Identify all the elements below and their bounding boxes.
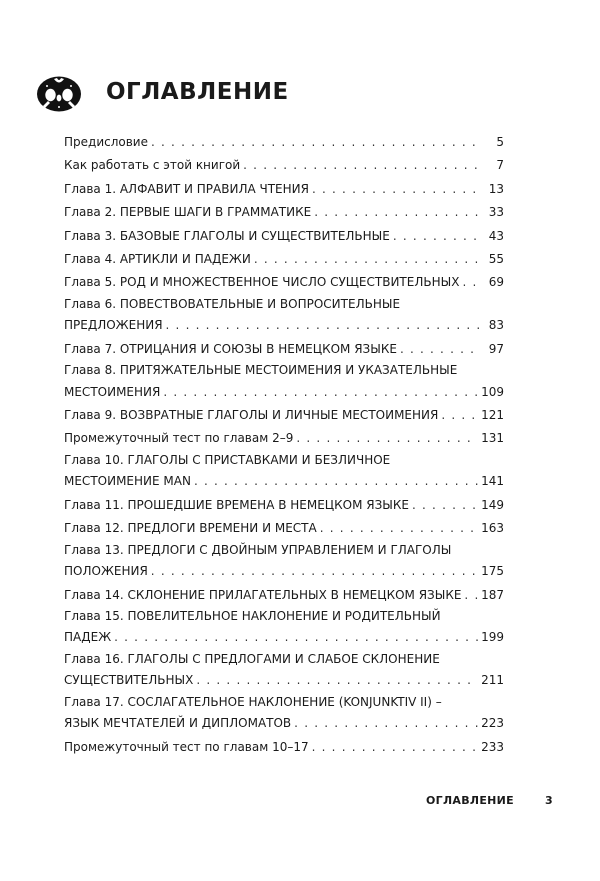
dot-leader [243,154,479,177]
toc-entry-row [64,314,504,337]
dot-leader [296,427,478,450]
toc-entry-row [64,669,504,692]
toc-entry [64,201,504,224]
page-title: ОГЛАВЛЕНИЕ [106,79,289,105]
toc-entry [64,584,504,607]
toc-entry-title: ПАДЕЖ [64,630,112,645]
toc-entry [64,154,504,177]
dot-leader [312,178,479,201]
toc-entry-row [64,404,504,427]
dot-leader [393,225,479,248]
toc-entry-row [64,470,504,493]
dot-leader [462,271,479,294]
toc-entry-title: МЕСТОИМЕНИЕ MAN [64,474,191,489]
toc-entry-row [64,517,504,540]
table-of-contents [64,131,504,759]
toc-entry [64,736,504,759]
dot-leader [294,712,478,735]
toc-entry-title: Промежуточный тест по главам 2–9 [64,431,294,446]
dot-leader [151,560,478,583]
toc-page-number: 223 [481,716,504,731]
toc-entry-row [64,736,504,759]
toc-page-number: 149 [481,497,504,512]
toc-entry-row [64,225,504,248]
dot-leader [114,626,478,649]
running-footer-title: ОГЛАВЛЕНИЕ [426,794,514,807]
toc-entry [64,295,504,338]
dot-leader [196,669,478,692]
dot-leader [166,314,479,337]
toc-entry-title: Глава 7. ОТРИЦАНИЯ И СОЮЗЫ В НЕМЕЦКОМ ЯЗЫКЕ [64,341,397,356]
toc-entry-title-line: Глава 10. ГЛАГОЛЫ С ПРИСТАВКАМИ И БЕЗЛИЧНОЕ [64,452,391,467]
toc-page-number: 187 [481,587,504,602]
toc-entry-title-line: Глава 15. ПОВЕЛИТЕЛЬНОЕ НАКЛОНЕНИЕ И РОДИТЕЛЬНЫЙ [64,608,441,623]
toc-entry-title-line: Глава 16. ГЛАГОЛЫ С ПРЕДЛОГАМИ И СЛАБОЕ СКЛОНЕНИЕ [64,651,440,666]
toc-entry [64,404,504,427]
toc-entry-title: Глава 14. СКЛОНЕНИЕ ПРИЛАГАТЕЛЬНЫХ В НЕМЕЦКОМ ЯЗЫКЕ [64,587,462,602]
toc-page-number: 55 [488,252,504,267]
toc-page-number: 5 [496,135,504,149]
toc-entry-title: СУЩЕСТВИТЕЛЬНЫХ [64,673,194,688]
dot-leader [320,517,478,540]
toc-entry-row [64,712,504,735]
toc-entry-title: Промежуточный тест по главам 10–17 [64,739,309,754]
toc-entry-title: Глава 4. АРТИКЛИ И ПАДЕЖИ [64,252,251,267]
dot-leader [163,381,478,404]
toc-entry-title: Глава 12. ПРЕДЛОГИ ВРЕМЕНИ И МЕСТА [64,521,317,536]
toc-entry-row [64,381,504,404]
toc-entry-title: Глава 2. ПЕРВЫЕ ШАГИ В ГРАММАТИКЕ [64,205,312,220]
toc-page-number: 7 [496,158,504,173]
toc-page-number: 131 [481,431,504,446]
toc-entry-row [64,201,504,224]
toc-entry-row [64,131,504,154]
toc-entry-title-line: Глава 8. ПРИТЯЖАТЕЛЬНЫЕ МЕСТОИМЕНИЯ И УКАЗАТЕЛЬНЫЕ [64,363,458,378]
toc-entry [64,225,504,248]
toc-entry [64,131,504,154]
toc-entry-title: Как работать с этой книгой [64,158,241,173]
toc-entry-title-line: Глава 13. ПРЕДЛОГИ С ДВОЙНЫМ УПРАВЛЕНИЕМ И ГЛАГОЛЫ [64,542,452,557]
toc-entry [64,338,504,361]
toc-entry-title: ПРЕДЛОЖЕНИЯ [64,318,163,333]
toc-entry-title: ЯЗЫК МЕЧТАТЕЛЕЙ И ДИПЛОМАТОВ [64,716,292,731]
dot-leader [441,404,478,427]
toc-page-number: 33 [488,205,504,220]
dot-leader [314,201,479,224]
toc-page-number: 69 [488,275,504,290]
toc-entry-title: МЕСТОИМЕНИЯ [64,384,161,399]
toc-page-number: 141 [481,474,504,489]
toc-entry-title: Предисловие [64,135,148,149]
toc-page-number: 83 [488,318,504,333]
toc-page-number: 13 [488,181,504,196]
dot-leader [400,338,479,361]
toc-entry-row [64,271,504,294]
toc-page-number: 175 [481,564,504,579]
toc-entry-title: Глава 3. БАЗОВЫЕ ГЛАГОЛЫ И СУЩЕСТВИТЕЛЬНЫЕ [64,228,390,243]
toc-entry-row [64,584,504,607]
toc-entry-title: ПОЛОЖЕНИЯ [64,564,148,579]
toc-page-number: 121 [481,408,504,423]
toc-page-number: 43 [488,228,504,243]
toc-page-number: 233 [481,739,504,754]
toc-entry [64,650,504,693]
toc-entry [64,693,504,736]
dot-leader [254,248,479,271]
dot-leader [312,736,478,759]
toc-entry [64,178,504,201]
toc-entry-title-line: Глава 17. СОСЛАГАТЕЛЬНОЕ НАКЛОНЕНИЕ (KONJUNKTIV II) – [64,694,442,709]
toc-entry-row [64,178,504,201]
dot-leader [464,584,478,607]
toc-page-number: 109 [481,384,504,399]
toc-entry-title: Глава 1. АЛФАВИТ И ПРАВИЛА ЧТЕНИЯ [64,181,309,196]
toc-entry-row [64,154,504,177]
toc-page-number: 199 [481,630,504,645]
toc-entry-title: Глава 5. РОД И МНОЖЕСТВЕННОЕ ЧИСЛО СУЩЕСТВИТЕЛЬНЫХ [64,275,460,290]
toc-entry [64,541,504,584]
toc-entry [64,427,504,450]
toc-entry-row [64,494,504,517]
toc-page-number: 211 [481,673,504,688]
toc-entry [64,248,504,271]
toc-entry [64,494,504,517]
dot-leader [194,470,478,493]
toc-entry-row [64,248,504,271]
toc-entry-title-line: Глава 6. ПОВЕСТВОВАТЕЛЬНЫЕ И ВОПРОСИТЕЛЬНЫЕ [64,296,401,311]
toc-entry-row [64,560,504,583]
toc-entry-row [64,427,504,450]
page-number: 3 [545,794,553,807]
toc-entry [64,361,504,404]
toc-page-number: 163 [481,521,504,536]
toc-entry-row [64,626,504,649]
dot-leader [151,131,479,154]
toc-entry-title: Глава 9. ВОЗВРАТНЫЕ ГЛАГОЛЫ И ЛИЧНЫЕ МЕСТОИМЕНИЯ [64,408,439,423]
toc-entry [64,607,504,650]
toc-entry-title: Глава 11. ПРОШЕДШИЕ ВРЕМЕНА В НЕМЕЦКОМ ЯЗЫКЕ [64,497,409,512]
pretzel-icon [34,74,84,114]
dot-leader [412,494,478,517]
toc-entry [64,517,504,540]
toc-entry-row [64,338,504,361]
toc-page-number: 97 [488,341,504,356]
toc-entry [64,451,504,494]
toc-entry [64,271,504,294]
